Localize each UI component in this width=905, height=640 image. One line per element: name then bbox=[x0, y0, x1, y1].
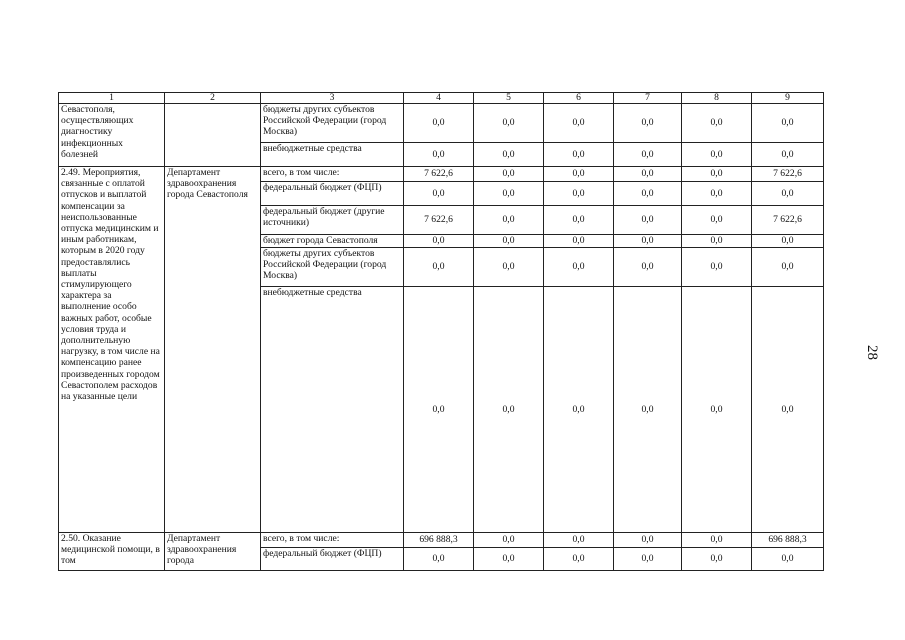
amount-cell: 0,0 bbox=[682, 533, 752, 548]
amount-cell: 0,0 bbox=[404, 548, 474, 571]
column-header: 1 bbox=[59, 93, 165, 104]
amount-cell: 0,0 bbox=[404, 104, 474, 143]
amount-cell: 0,0 bbox=[544, 206, 614, 235]
amount-cell: 0,0 bbox=[752, 548, 824, 571]
amount-cell: 0,0 bbox=[682, 182, 752, 206]
amount-cell: 0,0 bbox=[474, 248, 544, 287]
executor-cell: Департамент здравоохранения города bbox=[165, 533, 261, 571]
amount-cell: 0,0 bbox=[682, 287, 752, 533]
amount-cell: 0,0 bbox=[544, 104, 614, 143]
amount-cell: 0,0 bbox=[682, 104, 752, 143]
amount-cell: 0,0 bbox=[404, 287, 474, 533]
amount-cell: 0,0 bbox=[682, 248, 752, 287]
funding-source-cell: всего, в том числе: bbox=[261, 533, 404, 548]
amount-cell: 0,0 bbox=[544, 182, 614, 206]
amount-cell: 0,0 bbox=[474, 548, 544, 571]
amount-cell: 0,0 bbox=[682, 206, 752, 235]
column-header: 9 bbox=[752, 93, 824, 104]
amount-cell: 0,0 bbox=[752, 143, 824, 167]
amount-cell: 7 622,6 bbox=[404, 206, 474, 235]
amount-cell: 0,0 bbox=[752, 104, 824, 143]
amount-cell: 0,0 bbox=[682, 548, 752, 571]
column-header: 2 bbox=[165, 93, 261, 104]
amount-cell: 0,0 bbox=[752, 287, 824, 533]
budget-table bbox=[58, 92, 824, 571]
funding-source-cell: федеральный бюджет (ФЦП) bbox=[261, 548, 404, 571]
amount-cell: 0,0 bbox=[682, 235, 752, 248]
amount-cell: 0,0 bbox=[614, 248, 682, 287]
amount-cell: 0,0 bbox=[474, 533, 544, 548]
amount-cell: 0,0 bbox=[614, 143, 682, 167]
amount-cell: 0,0 bbox=[474, 235, 544, 248]
funding-source-cell: бюджет города Севастополя bbox=[261, 235, 404, 248]
amount-cell: 0,0 bbox=[544, 248, 614, 287]
amount-cell: 0,0 bbox=[614, 287, 682, 533]
amount-cell: 0,0 bbox=[474, 287, 544, 533]
amount-cell: 0,0 bbox=[544, 167, 614, 182]
measure-name-cell: Севастополя, осуществляющих диагностику инфекционных болезней bbox=[59, 104, 165, 167]
amount-cell: 696 888,3 bbox=[404, 533, 474, 548]
amount-cell: 0,0 bbox=[614, 533, 682, 548]
measure-name-cell: 2.49. Мероприятия, связанные с оплатой отпусков и выплатой компенсации за неиспользованные отпуска медицинским и иным работникам, которым в 2020 году предоставлялись выплаты стимулирующего характера за выполнение особо важных работ, особые условия труда и дополнительную нагрузку, в том числе на компенсацию ранее произведенных городом Севастополем расходов на указанные цели bbox=[59, 167, 165, 533]
amount-cell: 0,0 bbox=[544, 235, 614, 248]
amount-cell: 0,0 bbox=[614, 548, 682, 571]
amount-cell: 0,0 bbox=[474, 104, 544, 143]
amount-cell: 0,0 bbox=[404, 248, 474, 287]
amount-cell: 0,0 bbox=[544, 533, 614, 548]
executor-cell bbox=[165, 104, 261, 167]
amount-cell: 0,0 bbox=[614, 235, 682, 248]
amount-cell: 696 888,3 bbox=[752, 533, 824, 548]
amount-cell: 0,0 bbox=[614, 167, 682, 182]
column-header: 8 bbox=[682, 93, 752, 104]
amount-cell: 0,0 bbox=[474, 143, 544, 167]
column-header: 3 bbox=[261, 93, 404, 104]
amount-cell: 7 622,6 bbox=[752, 167, 824, 182]
column-header: 4 bbox=[404, 93, 474, 104]
amount-cell: 0,0 bbox=[682, 167, 752, 182]
amount-cell: 0,0 bbox=[614, 206, 682, 235]
amount-cell: 0,0 bbox=[544, 287, 614, 533]
amount-cell: 7 622,6 bbox=[752, 206, 824, 235]
funding-source-cell: федеральный бюджет (другие источники) bbox=[261, 206, 404, 235]
funding-source-cell: бюджеты других субъектов Российской Федерации (город Москва) bbox=[261, 248, 404, 287]
table-row bbox=[59, 104, 824, 143]
amount-cell: 0,0 bbox=[404, 143, 474, 167]
header-row bbox=[59, 93, 824, 104]
amount-cell: 0,0 bbox=[614, 182, 682, 206]
page-number: 28 bbox=[864, 345, 880, 360]
funding-source-cell: внебюджетные средства bbox=[261, 287, 404, 533]
column-header: 7 bbox=[614, 93, 682, 104]
amount-cell: 7 622,6 bbox=[404, 167, 474, 182]
amount-cell: 0,0 bbox=[614, 104, 682, 143]
amount-cell: 0,0 bbox=[752, 182, 824, 206]
column-header: 5 bbox=[474, 93, 544, 104]
amount-cell: 0,0 bbox=[752, 248, 824, 287]
column-header: 6 bbox=[544, 93, 614, 104]
funding-source-cell: федеральный бюджет (ФЦП) bbox=[261, 182, 404, 206]
funding-source-cell: бюджеты других субъектов Российской Федерации (город Москва) bbox=[261, 104, 404, 143]
amount-cell: 0,0 bbox=[544, 143, 614, 167]
table-row bbox=[59, 533, 824, 548]
table-row bbox=[59, 167, 824, 182]
amount-cell: 0,0 bbox=[474, 182, 544, 206]
measure-name-cell: 2.50. Оказание медицинской помощи, в том bbox=[59, 533, 165, 571]
amount-cell: 0,0 bbox=[752, 235, 824, 248]
amount-cell: 0,0 bbox=[474, 206, 544, 235]
funding-source-cell: внебюджетные средства bbox=[261, 143, 404, 167]
amount-cell: 0,0 bbox=[404, 182, 474, 206]
amount-cell: 0,0 bbox=[474, 167, 544, 182]
amount-cell: 0,0 bbox=[544, 548, 614, 571]
amount-cell: 0,0 bbox=[682, 143, 752, 167]
amount-cell: 0,0 bbox=[404, 235, 474, 248]
funding-source-cell: всего, в том числе: bbox=[261, 167, 404, 182]
executor-cell: Департамент здравоохранения города Севастополя bbox=[165, 167, 261, 533]
